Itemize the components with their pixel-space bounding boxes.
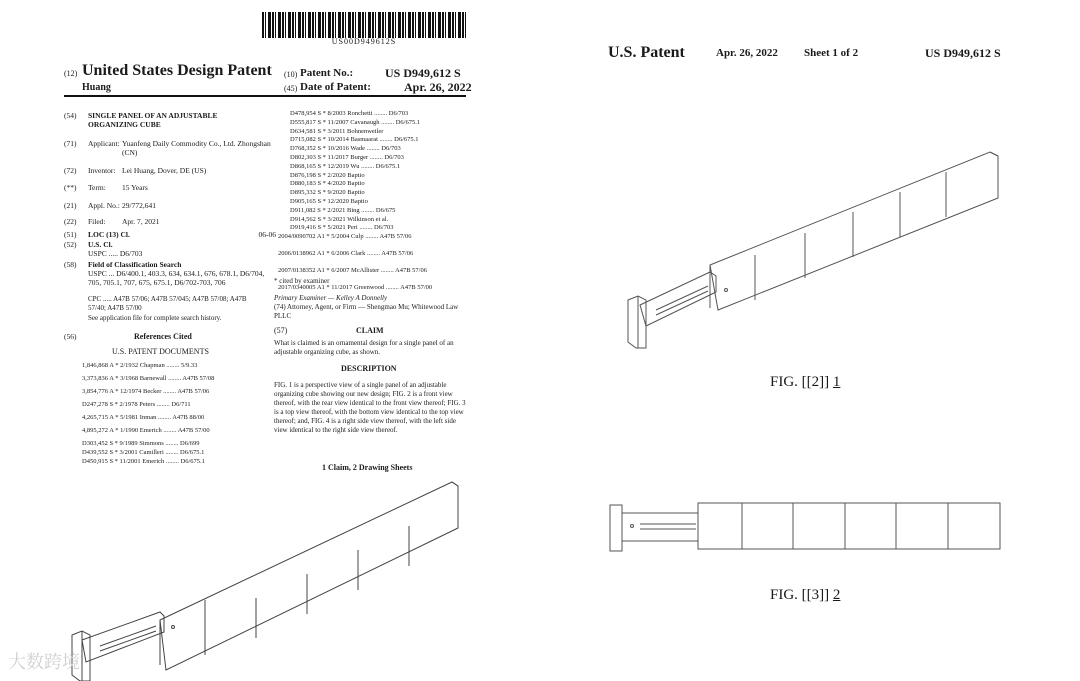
field-appl-no: (21) Appl. No.: 29/772,641 [64, 201, 156, 210]
ref-row: 4,895,272 A * 1/1990 Emerich ........ A47B 57/00 [82, 427, 210, 434]
ref-row: D303,452 S * 9/1989 Simmons ........ D6/699 [82, 440, 200, 447]
field-classification: (58) Field of Classification Search USPC ... D6/400.1, 403.3, 634, 634.1, 676, 678.1, D6/704, 705, 705.1, 707, 675, 675.1, D6/702-703, 706 [64, 260, 265, 287]
field-filed: (22) Filed: Apr. 7, 2021 [64, 217, 160, 226]
header-rule [64, 95, 466, 97]
references-header: (56) References Cited [64, 332, 192, 341]
ref-row: D247,278 S * 2/1978 Peters ........ D6/711 [82, 401, 191, 408]
sheet-title: U.S. Patent [608, 44, 685, 61]
description-text: FIG. 1 is a perspective view of a single panel of an adjustable organizing cube showing our new design; FIG. 2 is a front view thereof, with the rear view identical to the front view thereof; FIG. 3 is a top view thereof, with the bottom view identical to the top view thereof; and, FIG. 4 is a right side view thereof, with the left side view identical to the right side view thereof. [274, 381, 466, 434]
ref-row: 2004/0090702 A1 * 5/2004 Culp ........ A47B 57/06 [278, 233, 412, 241]
ref-row: 2006/0138962 A1 * 6/2006 Clark ........ A47B 57/06 [278, 250, 414, 258]
claim-title: CLAIM [356, 326, 384, 335]
attorney: (74) Attorney, Agent, or Firm — Shengmao Mu; Whitewood Law PLLC [274, 303, 459, 320]
us-docs-header: U.S. PATENT DOCUMENTS [112, 347, 209, 356]
field-title: (54) SINGLE PANEL OF AN ADJUSTABLE ORGANIZING CUBE [64, 111, 218, 129]
watermark: 大数跨境 [8, 652, 80, 673]
see-application: See application file for complete search history. [88, 314, 222, 322]
ref-row: D911,082 S * 2/2021 Bing ........ D6/675 [290, 206, 396, 214]
field-term: (**) Term: 15 Years [64, 183, 148, 192]
ref-row: D905,165 S * 12/2020 Baptio [290, 197, 368, 205]
claims-sheets: 1 Claim, 2 Drawing Sheets [322, 463, 413, 472]
barcode-number: US00D949612S [331, 37, 397, 46]
patent-no: US D949,612 S [385, 66, 461, 80]
ref-row: D715,082 S * 10/2014 Basmaarat ........ D6/675.1 [290, 136, 419, 144]
ref-row: D634,581 S * 3/2011 Bohnenweiler [290, 127, 384, 135]
ref-row: D802,303 S * 11/2017 Burger ........ D6/703 [290, 153, 404, 161]
patent-drawing-sheet [540, 0, 1080, 681]
claim-num: (57) [274, 326, 288, 335]
ref-row: 4,265,715 A * 5/1981 Inman ........ A47B 88/00 [82, 414, 205, 421]
field-us-cl: (52) U.S. Cl. USPC ..... D6/703 [64, 240, 143, 258]
inventor-surname: Huang [82, 82, 111, 93]
cited-by-examiner: * cited by examiner [274, 277, 330, 285]
field-applicant: (71) Applicant: Yuanfeng Daily Commodity Co., Ltd. Zhongshan (CN) [64, 139, 271, 157]
ref-row: 2007/0138352 A1 * 6/2007 McAllister ........ A47B 57/06 [278, 267, 427, 275]
sheet-number: Sheet 1 of 2 [804, 47, 859, 59]
claim-text: What is claimed is an ornamental design for a single panel of an adjustable organizing cube, as shown. [274, 339, 454, 356]
ref-row: D895,332 S * 9/2020 Baptio [290, 189, 365, 197]
field-inventor: (72) Inventor: Lei Huang, Dover, DE (US) [64, 166, 207, 175]
ref-row: D868,165 S * 12/2019 Wu ........ D6/675.1 [290, 162, 401, 170]
ref-row: 1,846,868 A * 2/1932 Chapman ........ 5/9.33 [82, 362, 198, 369]
code-45: (45) [284, 84, 298, 93]
fig1-perspective-drawing [620, 140, 1020, 360]
front-page-drawing [60, 470, 470, 681]
references-right [278, 110, 468, 297]
ref-row: 2017/0340005 A1 * 11/2017 Greenwood ........ A47B 57/00 [278, 284, 433, 292]
primary-examiner: Primary Examiner — Kelley A Donnelly [274, 294, 388, 302]
references-left [82, 362, 262, 466]
ref-row: D914,562 S * 3/2021 Wilkinson et al. [290, 215, 389, 223]
code-12: (12) [64, 69, 78, 78]
ref-row: D919,416 S * 5/2021 Peri ........ D6/703 [290, 224, 394, 232]
ref-row: D880,183 S * 4/2020 Baptio [290, 180, 365, 188]
ref-row: 3,854,776 A * 12/1974 Becker ........ A47B 57/06 [82, 388, 210, 395]
field-loc: (51) LOC (13) Cl. 06-06 [64, 230, 276, 239]
ref-row: D768,352 S * 10/2016 Wade ........ D6/703 [290, 145, 401, 153]
fig1-label: FIG. [[2]] 1 [770, 374, 841, 390]
sheet-patent-number: US D949,612 S [925, 46, 1001, 60]
fig2-label: FIG. [[3]] 2 [770, 587, 841, 603]
ref-row: 3,373,836 A * 3/1968 Barnewall ........ A47B 57/08 [82, 375, 215, 382]
fig2-front-drawing [608, 495, 1008, 559]
doc-type: United States Design Patent [82, 62, 272, 79]
cpc-line: CPC ..... A47B 57/06; A47B 57/045; A47B 57/08; A47B 57/40; A47B 57/00 [88, 295, 247, 312]
ref-row: D555,817 S * 11/2007 Cavanaugh ........ D6/675.1 [290, 118, 421, 126]
ref-row: D478,954 S * 8/2003 Ronchetti ........ D6/703 [290, 110, 409, 117]
description-title: DESCRIPTION [341, 364, 397, 373]
ref-row: D439,552 S * 3/2001 Camilleri ........ D6/675.1 [82, 448, 205, 456]
patent-date: Apr. 26, 2022 [404, 80, 472, 94]
date-label: Date of Patent: [300, 81, 371, 93]
ref-row: D450,915 S * 11/2001 Emerich ........ D6/675.1 [82, 457, 205, 465]
sheet-date: Apr. 26, 2022 [716, 47, 778, 59]
ref-row: D876,198 S * 2/2020 Baptio [290, 171, 365, 179]
patent-no-label: Patent No.: [300, 67, 354, 79]
code-10: (10) [284, 70, 298, 79]
barcode [262, 12, 466, 38]
